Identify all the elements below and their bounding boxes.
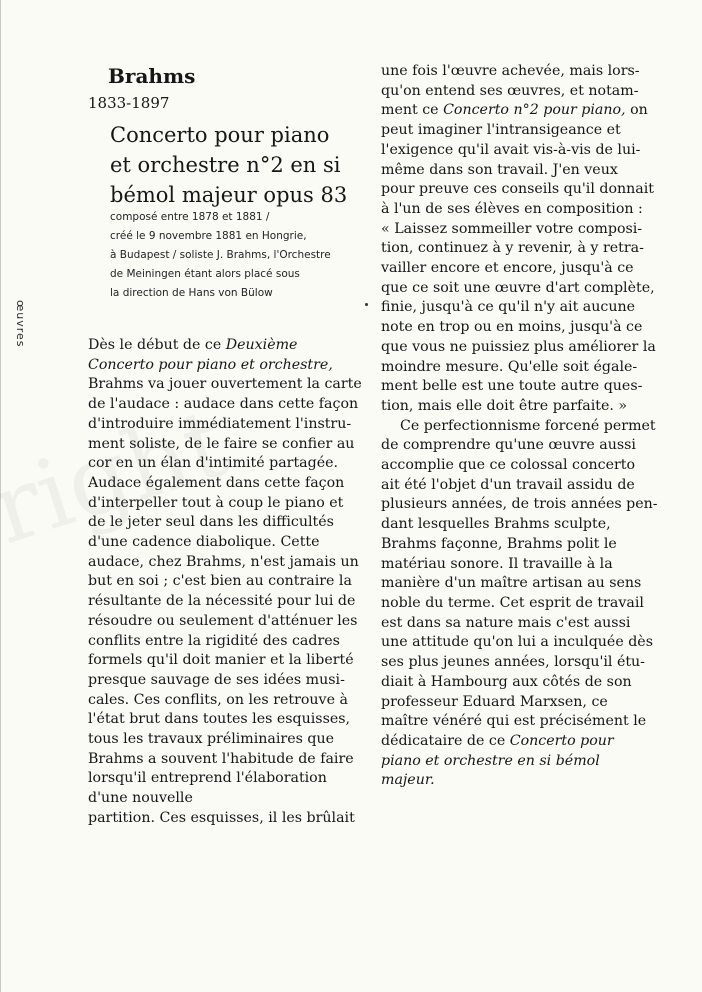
text-line: d'une cadence diabolique. Cette	[88, 534, 320, 551]
text-line: audace, chez Brahms, n'est jamais un	[88, 553, 359, 570]
text-line: « Laissez sommeiller votre composi-	[381, 220, 643, 237]
text-line: est dans sa nature mais c'est aussi	[381, 614, 631, 631]
work-detail-line: à Budapest / soliste J. Brahms, l'Orchestre	[110, 249, 331, 261]
text-line: plusieurs années, de trois années pen-	[381, 496, 658, 513]
text-line: tion, continuez à y revenir, à y retra-	[381, 240, 644, 257]
text-line: cales. Ces conflits, on les retrouve à	[88, 691, 348, 708]
text-line: de comprendre qu'une œuvre aussi	[381, 437, 636, 454]
work-title-line: Concerto pour piano	[110, 123, 330, 147]
stray-mark	[365, 303, 368, 306]
paragraph-start-line: Ce perfectionnisme forcené permet	[400, 417, 656, 434]
text-line: lorsqu'il entreprend l'élaboration	[88, 770, 327, 787]
left-text-column	[88, 336, 362, 829]
right-text-column	[381, 62, 658, 791]
text-line: qu'on entend ses œuvres, et notam-	[381, 82, 639, 99]
work-detail-line: de Meiningen étant alors placé sous	[110, 268, 300, 280]
text-line: pour preuve ces conseils qu'il donnait	[381, 181, 654, 198]
text-line: de le jeter seul dans les difficultés	[88, 514, 334, 531]
text-line: ait été l'objet d'un travail assidu de	[381, 476, 635, 493]
text-line: l'exigence qu'il avait vis-à-vis de lui-	[381, 141, 641, 158]
text-line: moindre mesure. Qu'elle soit égale-	[381, 358, 638, 375]
text-line: d'interpeller tout à coup le piano et	[88, 494, 344, 511]
text-line: ment ce Concerto n°2 pour piano, on	[381, 102, 648, 119]
text-line: une attitude qu'on lui a inculquée dès	[381, 634, 653, 651]
text-line: Audace également dans cette façon	[88, 474, 345, 491]
text-line: note en trop ou en moins, jusqu'à ce	[381, 319, 643, 336]
text-line: tous les travaux préliminaires que	[88, 731, 335, 748]
text-line: but en soi ; c'est bien au contraire la	[88, 573, 352, 590]
text-line: l'état brut dans toutes les esquisses,	[88, 711, 351, 728]
text-line: peut imaginer l'intransigeance et	[381, 122, 621, 139]
text-line: ment soliste, de le faire se confier au	[88, 435, 355, 452]
text-line: que vous ne puissiez plus améliorer la	[381, 338, 656, 355]
text-line: finie, jusqu'à ce qu'il n'y ait aucune	[381, 299, 635, 316]
text-line: presque sauvage de ses idées musi-	[88, 671, 345, 688]
text-line: manière d'un maître artisan au sens	[381, 575, 642, 592]
text-line: d'une nouvelle	[88, 790, 193, 807]
text-line: à l'un de ses élèves en composition :	[381, 200, 643, 217]
side-section-label: œuvres	[14, 300, 27, 348]
text-line: conflits entre la rigidité des cadres	[88, 632, 340, 649]
text-line: cor en un élan d'intimité partagée.	[88, 455, 339, 472]
text-line: noble du terme. Cet esprit de travail	[381, 594, 644, 611]
text-line: Brahms a souvent l'habitude de faire	[88, 750, 354, 767]
text-line: vailler encore et encore, jusqu'à ce	[381, 260, 634, 277]
text-line: d'introduire immédiatement l'instru-	[88, 415, 352, 432]
work-title	[110, 120, 360, 210]
text-line: partition. Ces esquisses, il les brûlait	[88, 809, 355, 826]
text-line: formels qu'il doit manier et la liberté	[88, 652, 354, 669]
composer-name: Brahms	[108, 64, 196, 88]
text-line: de l'audace : audace dans cette façon	[88, 396, 359, 413]
text-line: que ce soit une œuvre d'art complète,	[381, 279, 655, 296]
text-line: matériau sonore. Il travaille à la	[381, 555, 613, 572]
work-detail-line: la direction de Hans von Bülow	[110, 287, 273, 299]
work-title-line: et orchestre n°2 en si	[110, 153, 341, 177]
text-line: piano et orchestre en si bémol	[381, 752, 600, 769]
text-line: ses plus jeunes années, lorsqu'il étu-	[381, 654, 645, 671]
work-details	[110, 208, 350, 303]
text-line: Brahms façonne, Brahms polit le	[381, 535, 617, 552]
text-line: professeur Eduard Marxsen, ce	[381, 693, 608, 710]
text-line: Brahms va jouer ouvertement la carte	[88, 376, 362, 393]
work-detail-line: créé le 9 novembre 1881 en Hongrie,	[110, 230, 307, 242]
text-line: même dans son travail. J'en veux	[381, 161, 618, 178]
text-line: Dès le début de ce Deuxième	[88, 337, 298, 353]
text-line: diait à Hambourg aux côtés de son	[381, 673, 632, 690]
text-line: dant lesquelles Brahms sculpte,	[381, 516, 611, 533]
text-line: accomplie que ce colossal concerto	[381, 457, 636, 474]
text-line: résultante de la nécessité pour lui de	[88, 593, 356, 610]
work-detail-line: composé entre 1878 et 1881 /	[110, 211, 270, 223]
text-line: une fois l'œuvre achevée, mais lors-	[381, 63, 640, 79]
work-title-line: bémol majeur opus 83	[110, 183, 348, 207]
composer-dates: 1833-1897	[88, 94, 170, 112]
text-line: majeur.	[381, 772, 435, 789]
text-line: résoudre ou seulement d'atténuer les	[88, 612, 358, 629]
text-line: tion, mais elle doit être parfaite. »	[381, 397, 628, 414]
text-line: maître vénéré qui est précisément le	[381, 713, 647, 730]
text-line: Concerto pour piano et orchestre,	[88, 356, 333, 373]
text-line: dédicataire de ce Concerto pour	[381, 732, 614, 749]
text-line: ment belle est une toute autre ques-	[381, 378, 643, 395]
